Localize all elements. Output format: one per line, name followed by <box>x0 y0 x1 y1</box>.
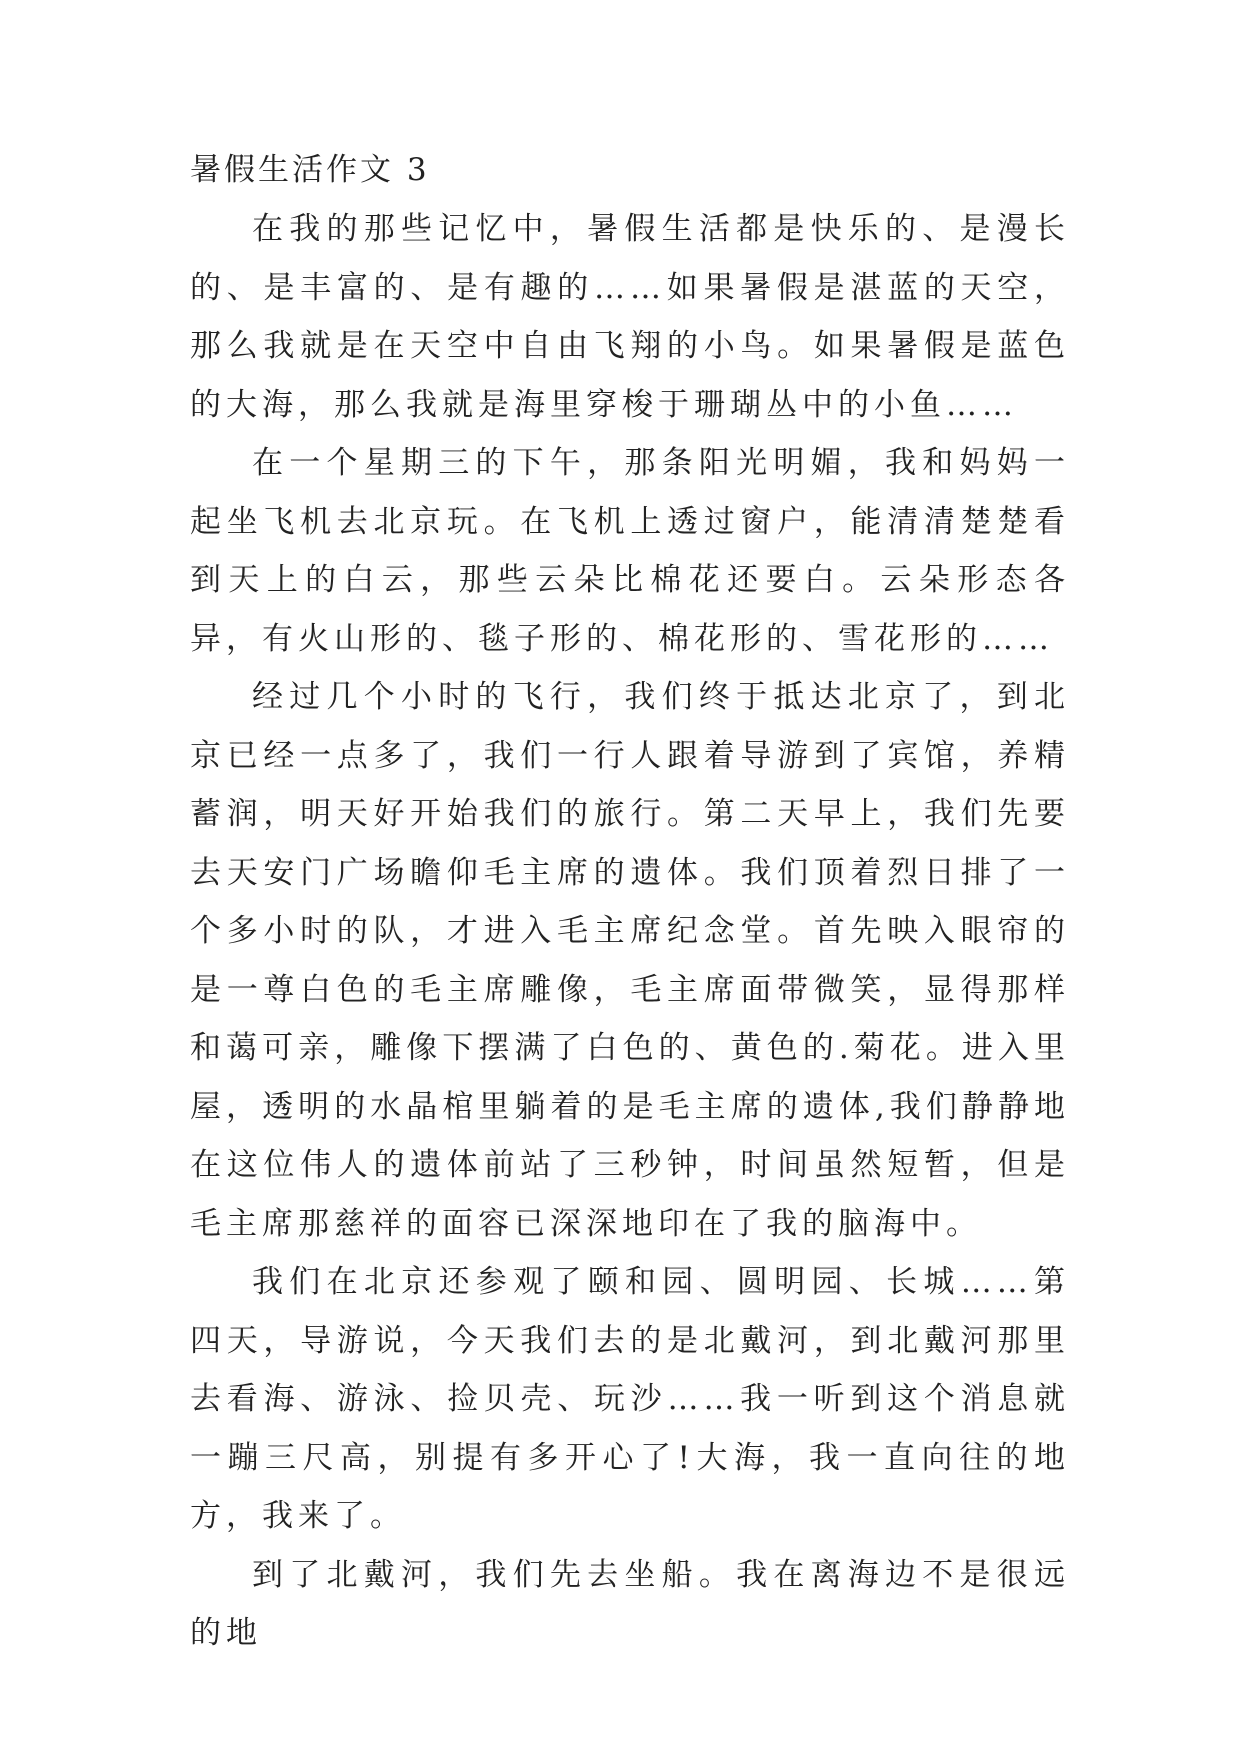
paragraph-flight: 在一个星期三的下午，那条阳光明媚，我和妈妈一起坐飞机去北京玩。在飞机上透过窗户，能清清楚楚看到天上的白云，那些云朵比棉花还要白。云朵形态各异，有火山形的、毯子形的、棉花形的、雪花形的…… <box>190 445 1070 657</box>
paragraph-beijing: 经过几个小时的飞行，我们终于抵达北京了，到北京已经一点多了，我们一行人跟着导游到了宾馆，养精蓄润，明天好开始我们的旅行。第二天早上，我们先要去天安门广场瞻仰毛主席的遗体。我们顶着烈日排了一个多小时的队，才进入毛主席纪念堂。首先映入眼帘的是一尊白色的毛主席雕像，毛主席面带微笑，显得那样和蔼可亲，雕像下摆满了白色的、黄色的.菊花。进入里屋，透明的水晶棺里躺着的是毛主席的遗体,我们静静地在这位伟人的遗体前站了三秒钟，时间虽然短暂，但是毛主席那慈祥的面容已深深地印在了我的脑海中。 <box>190 679 1070 1242</box>
paragraph-boat: 到了北戴河，我们先去坐船。我在离海边不是很远的地 <box>190 1556 1070 1651</box>
document-body <box>190 140 1070 1663</box>
document-title: 暑假生活作文 3 <box>190 152 430 188</box>
paragraph-beidaihe: 我们在北京还参观了颐和园、圆明园、长城……第四天，导游说，今天我们去的是北戴河，到北戴河那里去看海、游泳、捡贝壳、玩沙……我一听到这个消息就一蹦三尺高，别提有多开心了!大海，我一直向往的地方，我来了。 <box>190 1264 1070 1534</box>
paragraph-memories: 在我的那些记忆中，暑假生活都是快乐的、是漫长的、是丰富的、是有趣的……如果暑假是湛蓝的天空，那么我就是在天空中自由飞翔的小鸟。如果暑假是蓝色的大海，那么我就是海里穿梭于珊瑚丛中的小鱼…… <box>190 211 1070 423</box>
